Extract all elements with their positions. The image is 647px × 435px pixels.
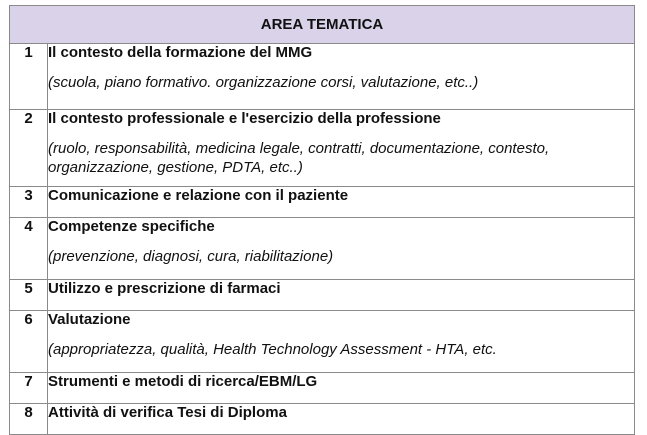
row-number: 6 [10,311,48,373]
topic-title: Attività di verifica Tesi di Diploma [48,404,287,421]
row-number: 3 [10,187,48,218]
row-number: 7 [10,373,48,404]
row-content [48,110,635,187]
topic-title: Il contesto professionale e l'esercizio della professione [48,110,441,127]
row-number: 8 [10,404,48,435]
table-row [10,311,635,373]
table-row [10,280,635,311]
topic-description: (ruolo, responsabilità, medicina legale, contratti, documentazione, contesto, organizzazione, gestione, PDTA, etc..) [48,140,550,176]
row-content [48,373,635,404]
row-number: 5 [10,280,48,311]
table-row [10,44,635,110]
row-content [48,311,635,373]
row-content [48,404,635,435]
row-content [48,280,635,311]
topic-title: Valutazione [48,311,131,328]
row-number: 1 [10,44,48,110]
row-number: 4 [10,218,48,280]
table-row [10,404,635,435]
topic-description: (prevenzione, diagnosi, cura, riabilitazione) [48,248,334,265]
table-header-row [10,6,635,44]
topic-title: Competenze specifiche [48,218,215,235]
table-row [10,373,635,404]
topic-title: Comunicazione e relazione con il paziente [48,187,349,204]
table-row [10,110,635,187]
row-content [48,44,635,110]
row-content [48,218,635,280]
topic-description: (appropriatezza, qualità, Health Technology Assessment - HTA, etc. [48,341,497,358]
topic-title: Utilizzo e prescrizione di farmaci [48,280,281,297]
topics-table [9,5,635,435]
row-content [48,187,635,218]
table-row [10,218,635,280]
row-number: 2 [10,110,48,187]
topic-description: (scuola, piano formativo. organizzazione corsi, valutazione, etc..) [48,74,479,91]
topic-title: Il contesto della formazione del MMG [48,44,313,61]
table-header: AREA TEMATICA [10,6,635,44]
table-row [10,187,635,218]
topic-title: Strumenti e metodi di ricerca/EBM/LG [48,373,318,390]
